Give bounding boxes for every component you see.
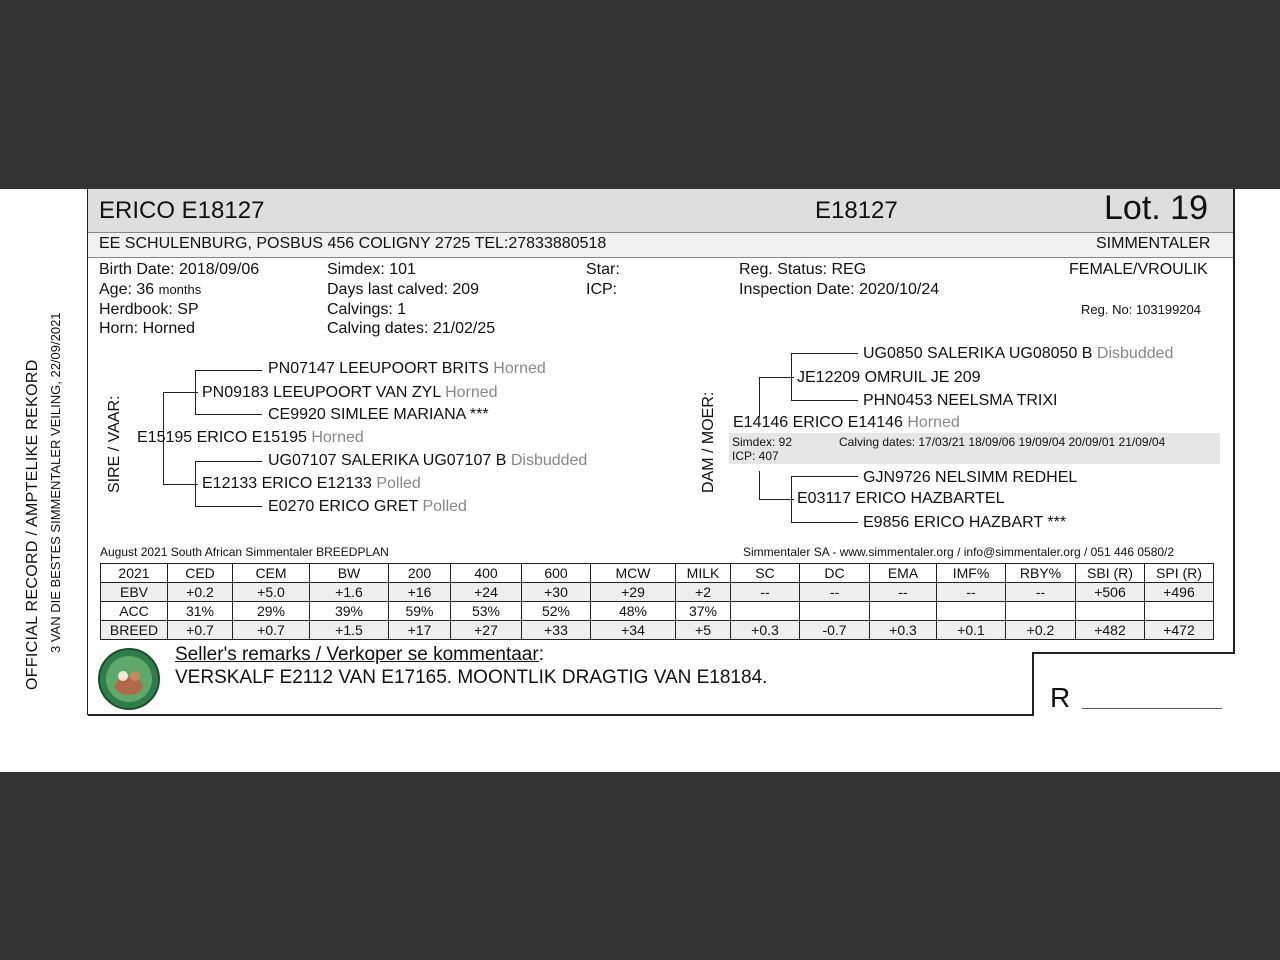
horn-status: Horn: Horned [99, 320, 196, 337]
title-band [88, 189, 1233, 233]
dam-father-connector [791, 353, 858, 354]
star: Star: [586, 261, 620, 278]
pedigree-horn: Horned [493, 360, 546, 377]
sire-mf [268, 452, 587, 470]
table-header-cell: SBI (R) [1076, 564, 1145, 583]
herdbook: Herdbook: SP [99, 301, 199, 318]
table-cell: 39% [310, 602, 389, 621]
icp: ICP: [586, 281, 618, 298]
dam-info-band [729, 433, 1220, 464]
sire-mother [202, 475, 421, 493]
table-header-cell: SPI (R) [1145, 564, 1214, 583]
table-cell: +1.5 [310, 621, 389, 640]
table-cell [1076, 602, 1145, 621]
table-cell: +34 [591, 621, 676, 640]
dam-father-connector [791, 400, 858, 401]
owner-band [88, 233, 1233, 258]
table-cell: +0.2 [168, 583, 233, 602]
table-header-cell: MCW [591, 564, 676, 583]
sire-main [137, 429, 364, 447]
dam-mother-connector [791, 476, 858, 477]
table-cell: +16 [389, 583, 451, 602]
pedigree-name: E9856 ERICO HAZBART *** [863, 514, 1067, 531]
days-last-calved: Days last calved: 209 [327, 281, 480, 298]
table-header-cell: BW [310, 564, 389, 583]
table-cell: 29% [233, 602, 310, 621]
table-row [101, 583, 1214, 602]
dam-bracket [759, 471, 760, 499]
price-line[interactable] [1082, 708, 1222, 709]
table-cell: EBV [101, 583, 168, 602]
calvings: Calvings: 1 [327, 301, 407, 318]
breed-label: SIMMENTALER [1096, 235, 1211, 252]
pedigree-name: E14146 ERICO E14146 [733, 414, 903, 431]
table-cell: +33 [522, 621, 591, 640]
remarks-section [88, 644, 1032, 716]
table-cell: ACC [101, 602, 168, 621]
dam-father [797, 369, 981, 387]
table-row [101, 621, 1214, 640]
breedplan-caption: August 2021 South African Simmentaler BREEDPLAN [100, 545, 389, 559]
logo-graphic [98, 648, 160, 710]
table-header-cell: MILK [676, 564, 731, 583]
breedplan-contact: Simmentaler SA - www.simmentaler.org / info@simmentaler.org / 051 446 0580/2 [743, 545, 1175, 559]
table-cell: +506 [1076, 583, 1145, 602]
dam-label: DAM / MOER: [700, 391, 717, 493]
pedigree-horn: Horned [311, 429, 364, 446]
breedplan-table [100, 563, 1214, 640]
sex: FEMALE/VROULIK [1069, 261, 1208, 278]
dam-connector [759, 499, 794, 500]
pedigree-horn: Horned [907, 414, 960, 431]
table-cell: +0.7 [233, 621, 310, 640]
table-cell: +496 [1145, 583, 1214, 602]
table-header-cell: SC [731, 564, 800, 583]
table-cell: 52% [522, 602, 591, 621]
table-row [101, 602, 1214, 621]
table-cell: -- [800, 583, 870, 602]
table-header-cell: IMF% [937, 564, 1006, 583]
pedigree-horn: Horned [445, 384, 498, 401]
table-cell: -- [731, 583, 800, 602]
official-record-label: OFFICIAL RECORD / AMPTELIKE REKORD [24, 359, 41, 690]
pedigree-name: PHN0453 NEELSMA TRIXI [863, 392, 1058, 409]
pedigree-name: UG0850 SALERIKA UG08050 B [863, 345, 1093, 362]
pedigree-horn: Polled [422, 498, 467, 515]
sire-ff [268, 360, 546, 378]
sire-mother-connector [195, 506, 262, 507]
pedigree-name: JE12209 OMRUIL JE 209 [797, 369, 981, 386]
pedigree-horn: Disbudded [510, 452, 588, 469]
table-cell [1006, 602, 1076, 621]
table-cell [1145, 602, 1214, 621]
table-header-cell: CEM [233, 564, 310, 583]
sire-father [202, 384, 498, 402]
table-cell: 37% [676, 602, 731, 621]
table-cell: +2 [676, 583, 731, 602]
table-header-cell: 2021 [101, 564, 168, 583]
price-label: R [1050, 682, 1071, 713]
table-cell: +0.1 [937, 621, 1006, 640]
auction-label: 3 VAN DIE BESTES SIMMENTALER VEILING, 22/09/2021 [48, 312, 63, 653]
table-cell: -- [870, 583, 937, 602]
sire-label: SIRE / VAAR: [106, 395, 123, 493]
table-cell: 53% [451, 602, 522, 621]
table-header-cell: 400 [451, 564, 522, 583]
calving-dates: Calving dates: 21/02/25 [327, 320, 496, 337]
owner-details: EE SCHULENBURG, POSBUS 456 COLIGNY 2725 TEL:27833880518 [99, 235, 607, 252]
sidebar [22, 250, 78, 690]
sire-father-connector [195, 414, 262, 415]
table-cell: BREED [101, 621, 168, 640]
remarks-text: VERSKALF E2112 VAN E17165. MOONTLIK DRAGTIG VAN E18184. [175, 667, 768, 688]
dam-fm [863, 392, 1057, 410]
breed-society-logo [98, 648, 160, 710]
table-cell: +29 [591, 583, 676, 602]
pedigree-name: E15195 ERICO E15195 [137, 429, 307, 446]
animal-id: E18127 [815, 197, 898, 224]
dam-mother-connector [791, 522, 858, 523]
table-cell: 31% [168, 602, 233, 621]
sire-connector [163, 484, 198, 485]
table-cell [731, 602, 800, 621]
table-header-cell: DC [800, 564, 870, 583]
table-cell: +30 [522, 583, 591, 602]
table-cell: 59% [389, 602, 451, 621]
lot-number: Lot. 19 [1104, 189, 1208, 227]
table-cell: +5.0 [233, 583, 310, 602]
table-cell [870, 602, 937, 621]
dam-mf [863, 469, 1077, 487]
table-cell: -- [937, 583, 1006, 602]
table-cell: -0.7 [800, 621, 870, 640]
dam-mm [863, 514, 1066, 532]
table-cell: +0.3 [731, 621, 800, 640]
pedigree-name: CE9920 SIMLEE MARIANA *** [268, 406, 489, 423]
animal-record-card [87, 189, 1235, 715]
pedigree-name: E03117 ERICO HAZBARTEL [797, 490, 1005, 507]
breedplan-table-body [101, 564, 1214, 640]
table-cell [937, 602, 1006, 621]
sire-mother-bracket [195, 461, 196, 507]
table-header-row [101, 564, 1214, 583]
age [99, 281, 201, 299]
sire-mother-connector [195, 461, 262, 462]
dam-bracket [759, 377, 760, 417]
dam-mother-bracket [791, 476, 792, 522]
table-cell: +1.6 [310, 583, 389, 602]
table-cell: +0.7 [168, 621, 233, 640]
table-cell: -- [1006, 583, 1076, 602]
pedigree-horn: Disbudded [1096, 345, 1174, 362]
dam-main [733, 414, 960, 432]
table-cell: 48% [591, 602, 676, 621]
pedigree-name: PN09183 LEEUPOORT VAN ZYL [202, 384, 441, 401]
dam-mother [797, 490, 1005, 508]
table-header-cell: EMA [870, 564, 937, 583]
remarks-colon: : [538, 644, 544, 665]
table-header-cell: RBY% [1006, 564, 1076, 583]
remarks-title [175, 644, 544, 666]
reg-number: Reg. No: 103199204 [1081, 302, 1201, 317]
inspection-date: Inspection Date: 2020/10/24 [739, 281, 940, 298]
table-header-cell: 600 [522, 564, 591, 583]
simdex: Simdex: 101 [327, 261, 416, 278]
dam-simdex: Simdex: 92 [732, 435, 793, 449]
table-header-cell: 200 [389, 564, 451, 583]
sire-connector [163, 392, 198, 393]
table-cell: +5 [676, 621, 731, 640]
reg-status: Reg. Status: REG [739, 261, 867, 278]
pedigree-horn: Polled [376, 475, 421, 492]
animal-name: ERICO E18127 [99, 197, 265, 224]
dam-father-bracket [791, 353, 792, 400]
dam-calving-dates: Calving dates: 17/03/21 18/09/06 19/09/04 20/09/01 21/09/04 [839, 435, 1166, 449]
dam-connector [759, 377, 794, 378]
table-cell: +17 [389, 621, 451, 640]
sire-mm [268, 498, 467, 516]
sire-fm [268, 406, 489, 424]
table-cell [800, 602, 870, 621]
table-cell: +0.2 [1006, 621, 1076, 640]
table-cell: +27 [451, 621, 522, 640]
price-box [1032, 652, 1235, 716]
birth-date: Birth Date: 2018/09/06 [99, 261, 260, 278]
table-cell: +472 [1145, 621, 1214, 640]
table-cell: +24 [451, 583, 522, 602]
pedigree-name: GJN9726 NELSIMM REDHEL [863, 469, 1078, 486]
age-unit: months [158, 282, 202, 297]
table-cell: +0.3 [870, 621, 937, 640]
age-value: Age: 36 [99, 281, 155, 298]
table-header-cell: CED [168, 564, 233, 583]
table-cell: +482 [1076, 621, 1145, 640]
sire-father-bracket [195, 370, 196, 414]
pedigree-name: PN07147 LEEUPOORT BRITS [268, 360, 489, 377]
pedigree-name: UG07107 SALERIKA UG07107 B [268, 452, 507, 469]
dam-icp: ICP: 407 [732, 449, 779, 463]
pedigree-name: E0270 ERICO GRET [268, 498, 418, 515]
pedigree-name: E12133 ERICO E12133 [202, 475, 372, 492]
dam-ff [863, 345, 1173, 363]
remarks-heading: Seller's remarks / Verkoper se kommentaar [175, 644, 539, 665]
sire-father-connector [195, 370, 262, 371]
